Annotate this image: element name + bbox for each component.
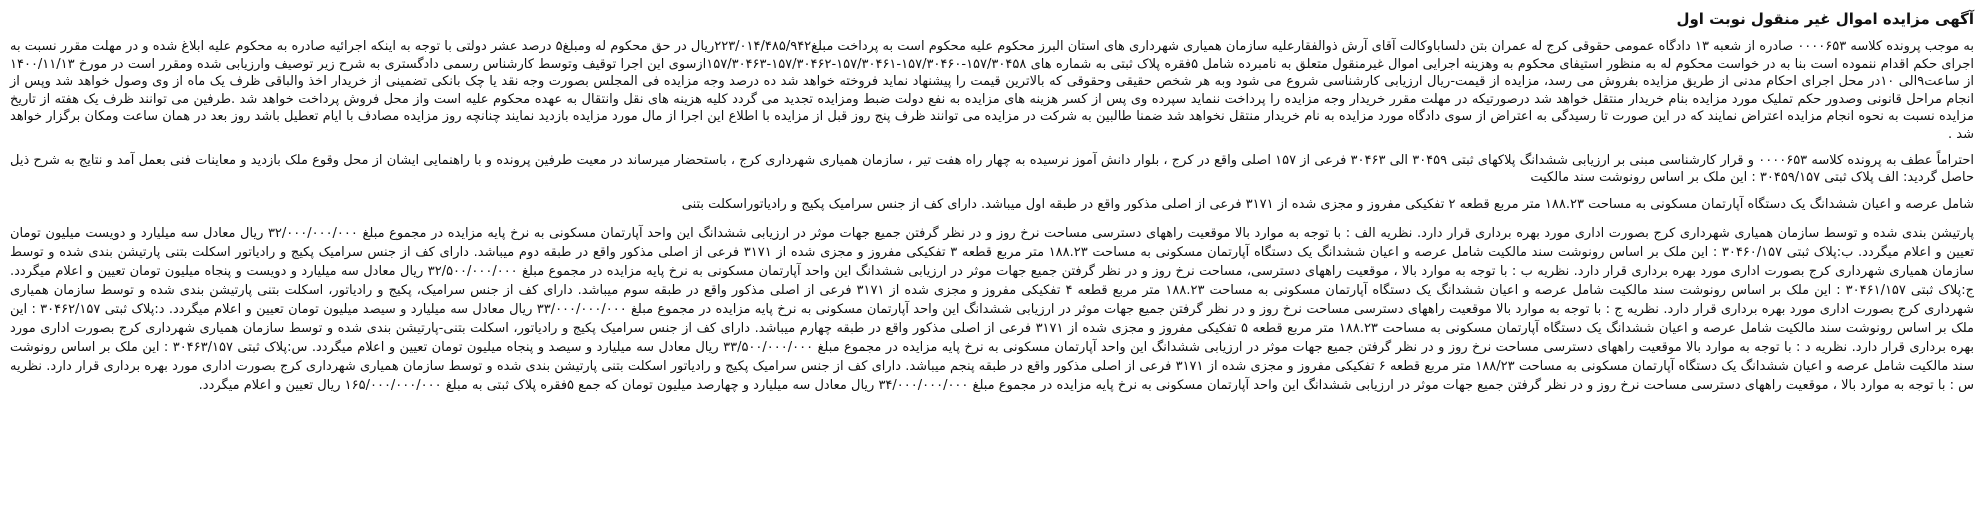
notice-paragraph-expert-report: احتراماً عطف به پرونده کلاسه ۰۰۰۰۶۵۳ و قرار کارشناسی مبنی بر ارزیابی ششدانگ پلاکهای ثبتی ۳۰۴۵۹ الی ۳۰۴۶۳ فرعی از ۱۵۷ اصلی واقع در کرج ، بلوار دانش آموز نرسیده به چهار راه هفت تیر ، سازمان همیاری شهرداری کرج ، باستحضار میرساند در معیت طرفین پرونده و با راهنمایی ایشان از محل وقوع ملک بازدید و معاینات فنی بعمل آمد و نتایج به شرح ذیل حاصل گردید: الف پلاک ثبتی ۳۰۴۵۹/۱۵۷ : این ملک بر اساس رونوشت سند مالکیت — [10, 152, 1974, 186]
notice-title: آگهی مزایده اموال غیر منقول نوبت اول — [1676, 10, 1974, 28]
notice-paragraph-valuations: پارتیشن بندی شده و توسط سازمان همیاری شهرداری کرج بصورت اداری مورد بهره برداری قرار دارد. نظریه الف : با توجه به موارد بالا موقعیت راههای دسترسی مساحت نرخ روز و در نظر گرفتن جمیع جهات موثر در ارزیابی ششدانگ این واحد آپارتمان مسکونی به نرخ پایه مزایده در مجموع مبلغ ۳۲/۰۰۰/۰۰۰/۰۰۰ ریال معادل سه میلیارد و دویست میلیون تومان تعیین و اعلام میگردد. ب:پلاک ثبتی ۳۰۴۶۰/۱۵۷ : این ملک بر اساس رونوشت سند مالکیت شامل عرصه و اعیان ششدانگ یک دستگاه آپارتمان مسکونی به مساحت ۱۸۸.۲۳ متر مربع قطعه ۳ تفکیکی مفروز و مجزی شده از ۳۱۷۱ فرعی از اصلی مذکور واقع در طبقه دوم میباشد. دارای کف از جنس سرامیک پکیج و رادیاتور اسکلت بتنی پارتیشن بندی شده و توسط سازمان همیاری شهرداری کرج بصورت اداری مورد بهره برداری قرار دارد. نظریه ب : با توجه به موارد بالا ، موقعیت راههای دسترسی، مساحت نرخ روز و در نظر گرفتن جمیع جهات موثر در ارزیابی ششدانگ این واحد آپارتمان مسکونی به نرخ پایه مزایده در مجموع مبلغ ۳۲/۵۰۰/۰۰۰/۰۰۰ ریال معادل سه میلیارد و دویست و پنجاه میلیون تومان تعیین و اعلام میگردد. ج:پلاک ثبتی ۳۰۴۶۱/۱۵۷ : این ملک بر اساس رونوشت سند مالکیت شامل عرصه و اعیان ششدانگ یک دستگاه آپارتمان مسکونی به مساحت ۱۸۸.۲۳ متر مربع قطعه ۴ تفکیکی مفروز و مجزی شده از ۳۱۷۱ فرعی از اصلی مذکور واقع در طبقه سوم میباشد. دارای کف از جنس سرامیک، پکیج و رادیاتور، اسکلت بتنی پارتیشن بندی شده و توسط سازمان همیاری شهرداری کرج بصورت اداری مورد بهره برداری قرار دارد. نظریه ج : با توجه به موارد بالا موقعیت راههای دسترسی مساحت نرخ روز و در نظر گرفتن جمیع جهات موثر در ارزیابی ششدانگ این واحد آپارتمان مسکونی به نرخ پایه مزایده در مجموع مبلغ ۳۳/۰۰۰/۰۰۰/۰۰۰ ریال معادل سه میلیارد و سیصد میلیون تومان تعیین و اعلام میگردد. د:پلاک ثبتی ۳۰۴۶۲/۱۵۷ : این ملک بر اساس رونوشت سند مالکیت شامل عرصه و اعیان ششدانگ یک دستگاه آپارتمان مسکونی به مساحت ۱۸۸.۲۳ متر مربع قطعه ۵ تفکیکی مفروز و مجزی شده از ۳۱۷۱ فرعی از اصلی مذکور واقع در طبقه چهارم میباشد. دارای کف از جنس سرامیک پکیج و رادیاتور، اسکلت بتنی-پارتیشن بندی شده و توسط سازمان همیاری شهرداری کرج بصورت اداری مورد بهره برداری قرار دارد. نظریه د : با توجه به موارد بالا موقعیت راههای دسترسی مساحت نرخ روز و در نظر گرفتن جمیع جهات موثر در ارزیابی ششدانگ این واحد آپارتمان مسکونی به نرخ پایه مزایده در مجموع مبلغ ۳۳/۵۰۰/۰۰۰/۰۰۰ ریال معادل سه میلیارد و سیصد و پنجاه میلیون تومان تعیین و اعلام میگردد. س:پلاک ثبتی ۳۰۴۶۳/۱۵۷ : این ملک بر اساس رونوشت سند مالکیت شامل عرصه و اعیان ششدانگ یک دستگاه آپارتمان مسکونی به مساحت ۱۸۸/۲۳ متر مربع قطعه ۶ تفکیکی مفروز و مجزی شده از ۳۱۷۱ فرعی از اصلی مذکور واقع در طبقه پنجم میباشد. دارای کف از جنس سرامیک پکیج و رادیاتور اسکلت بتنی پارتیشن بندی شده و توسط سازمان همیاری شهرداری کرج بصورت اداری مورد بهره برداری قرار دارد. نظریه س : با توجه به موارد بالا ، موقعیت راههای دسترسی مساحت نرخ روز و در نظر گرفتن جمیع جهات موثر در ارزیابی ششدانگ این واحد آپارتمان مسکونی به نرخ پایه مزایده در مجموع مبلغ ۳۴/۰۰۰/۰۰۰/۰۰۰ ریال معادل سه میلیارد و چهارصد میلیون تومان که جمع ۵فقره پلاک ثبتی به مبلغ ۱۶۵/۰۰۰/۰۰۰/۰۰۰ ریال تعیین و اعلام میگردد. — [10, 225, 1975, 393]
notice-line-property-description: شامل عرصه و اعیان ششدانگ یک دستگاه آپارتمان مسکونی به مساحت ۱۸۸.۲۳ متر مربع قطعه ۲ تفکیکی مفروز و مجزی شده از ۳۱۷۱ فرعی از اصلی مذکور واقع در طبقه اول میباشد. دارای کف از جنس سرامیک پکیج و رادیاتوراسکلت بتنی — [681, 196, 1974, 212]
notice-paragraph-execution: به موجب پرونده کلاسه ۰۰۰۰۶۵۳ صادره از شعبه ۱۳ دادگاه عمومی حقوقی کرج له عمران بتن دلساباوکالت آقای آرش ذوالفقارعلیه سازمان همیاری شهرداری های استان البرز محکوم علیه محکوم است به پرداخت مبلغ۲۲۳/۰۱۴/۴۸۵/۹۴۲ریال در حق محکوم له ومبلغ۵ درصد عشر دولتی با توجه به اینکه اجرائیه صادره به محکوم علیه ابلاغ شده و در مهلت مقرر نسبت به اجرای حکم اقدام ننموده است بنا به در خواست محکوم له به منظور استیفای محکوم به وهزینه اجرایی اموال غیرمنقول متعلق به نامبرده شامل ۵فقره پلاک ثبتی به شماره های ۱۵۷/۳۰۴۵۸-۱۵۷/۳۰۴۶۰-۱۵۷/۳۰۴۶۱-۱۵۷/۳۰۴۶۲-۱۵۷/۳۰۴۶۳ازسوی این اجرا توقیف وتوسط کارشناس رسمی دادگستری به شرح زیر توصیف وارزیابی شده ومقرر است در مورخ ۱۴۰۰/۱۱/۱۳ از ساعت۹الی ۱۰در محل اجرای احکام مدنی از طریق مزایده بفروش می رسد، مزایده از قیمت-ریال ارزیابی کارشناسی شروع می شود وبه هر شخص حقیقی وحقوقی که بالاترین قیمت را پیشنهاد نماید فروخته خواهد شد ده درصد وجه مزایده فی المجلس بصورت وجه نقد یا چک بانکی تضمینی از خریدار اخذ والباقی ظرف یک ماه از وی وصول خواهد شد وپس از انجام مراحل قانونی وصدور حکم تملیک مورد مزایده بنام خریدار منتقل خواهد شد درصورتیکه در مهلت مقرر خریدار وجه مزایده را پرداخت ننماید سپرده وی پس از کسر هزینه های مزایده به نفع دولت ضبط ومزایده تجدید می گردد کلیه هزینه های نقل وانتقال به عهده محکوم علیه است واز محل فروش پرداخت خواهد شد .طرفین می توانند ظرف یک هفته از تاریخ مزایده نسبت به نحوه انجام مزایده اعتراض نمایند که در این صورت تا رسیدگی به اعتراض از سوی دادگاه مورد مزایده به نام خریدار منتقل نخواهد شد ضمنا طالبین به شرکت در مزایده می توانند ظرف پنج روز قبل از مزایده با اطلاع این اجرا از مال مورد مزایده بازدید نمایند چنانچه روز مزایده مصادف با ایام تعطیل باشد روز بعد در همان ساعت ومکان برگزار خواهد شد . — [10, 39, 1974, 142]
